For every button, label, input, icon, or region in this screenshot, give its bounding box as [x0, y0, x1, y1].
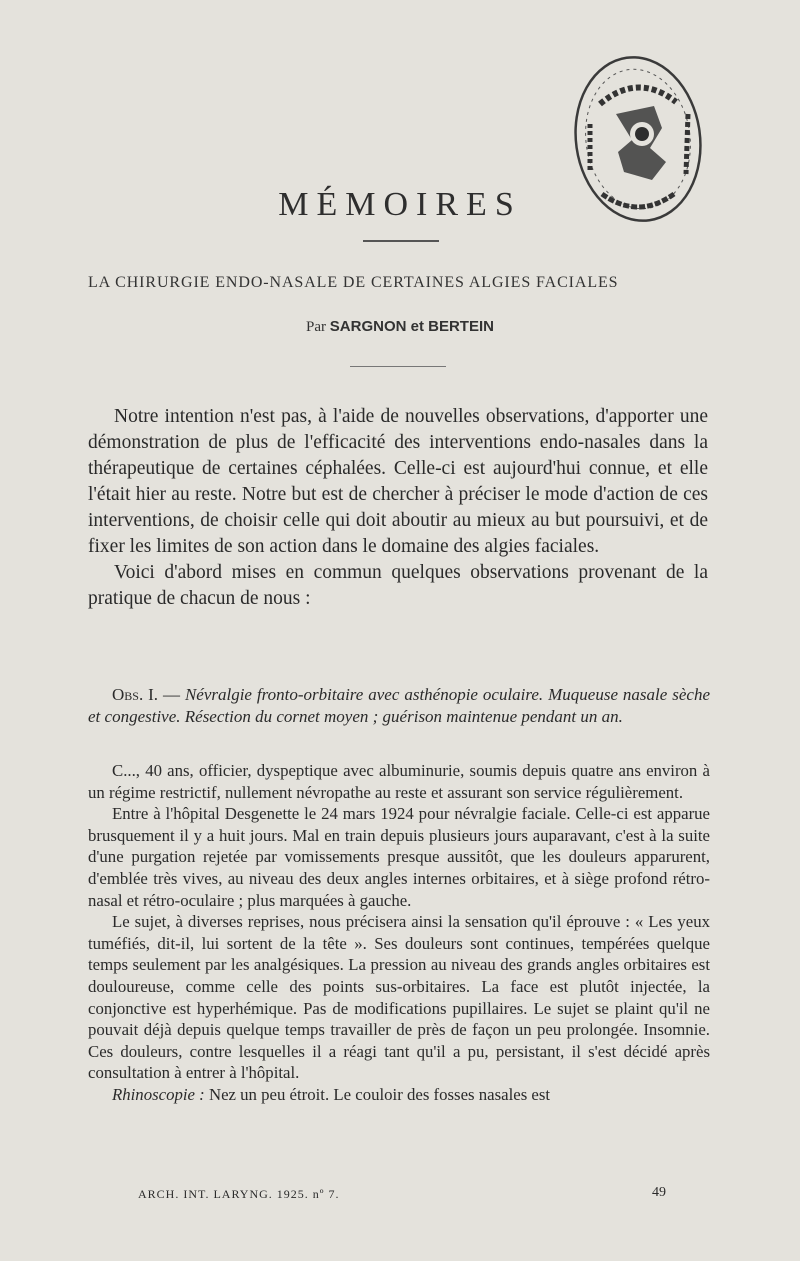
- page-footer: [138, 1187, 666, 1207]
- authors-prefix: Par: [306, 319, 327, 335]
- authors-divider: [350, 366, 446, 367]
- rhinoscopy-text: Nez un peu étroit. Le couloir des fosses nasales est: [204, 1084, 551, 1104]
- intro-paragraph: Notre intention n'est pas, à l'aide de nouvelles observations, d'apporter une démonstration de plus de l'efficacité des interventions endo-nasales dans la thérapeutique de certaines céphalées. Celle-ci est aujourd'hui connue, et elle l'était hier au reste. Notre but est de chercher à préciser le mode d'action de ces interventions, de choisir celle qui doit aboutir au mieux au but poursuivi, et de fixer les limites de son action dans le domaine des algies faciales.: [88, 406, 708, 557]
- observation-paragraph: Entre à l'hôpital Desgenette le 24 mars 1924 pour névralgie faciale. Celle-ci est apparue brusquement il y a huit jours. Mal en train depuis plusieurs jours auparavant, c'est à la suite d'une purgation rejetée par vomissements presque aussitôt, que les douleurs apparurent, d'emblée très vives, au niveau des deux angles internes orbitaires, et à siège profond rétro-nasal et rétro-oculaire ; plus marquées à gauche.: [88, 804, 710, 910]
- intro-paragraph: Voici d'abord mises en commun quelques observations provenant de la pratique de chacun de nous :: [88, 562, 708, 609]
- observation-paragraph: C..., 40 ans, officier, dyspeptique avec albuminurie, soumis depuis quatre ans environ à un régime restrictif, nullement névropathe au reste et assurant son service régulièrement.: [88, 761, 710, 802]
- observation-dash: —: [158, 685, 185, 704]
- observation-paragraph: Le sujet, à diverses reprises, nous précisera ainsi la sensation qu'il éprouve : « Les yeux tuméfiés, dit-il, lui sortent de la tête ». Ses douleurs sont continues, tempérées quelque temps seulement par les analgésiques. La pression au niveau des grands angles orbitaires est douloureuse, comme celle des points sus-orbitaires. La face est plutôt injectée, la conjonctive est hyperhémique. Pas de modifications pupillaires. Le sujet se plaint qu'il ne pouvait déjà depuis quelque temps travailler de près de façon un peu prolongée. Insomnie. Ces douleurs, contre lesquelles il a réagi tant qu'il a pu, persistant, il s'est décidé après consultation à entrer à l'hôpital.: [88, 912, 710, 1083]
- rhinoscopy-label: Rhinoscopie :: [112, 1084, 205, 1104]
- authors-line: [0, 318, 800, 336]
- title-divider: [363, 240, 439, 242]
- intro-text: [88, 404, 708, 612]
- article-title: LA CHIRURGIE ENDO-NASALE DE CERTAINES ALGIES FACIALES: [88, 274, 619, 291]
- section-title: MÉMOIRES: [278, 186, 522, 223]
- page-number: 49: [652, 1185, 666, 1200]
- observation-paragraph: [88, 1084, 710, 1106]
- observation-body: [88, 760, 710, 1106]
- observation-label: Obs. I.: [112, 685, 159, 704]
- observation-heading: [88, 684, 710, 728]
- observation-title: Névralgie fronto-orbitaire avec asthénopie oculaire. Muqueuse nasale sèche et congestive. Résection du cornet moyen ; guérison maintenue pendant un an.: [88, 685, 710, 726]
- journal-reference: ARCH. INT. LARYNG. 1925. nº 7.: [138, 1187, 340, 1201]
- authors-names: SARGNON et BERTEIN: [329, 318, 494, 335]
